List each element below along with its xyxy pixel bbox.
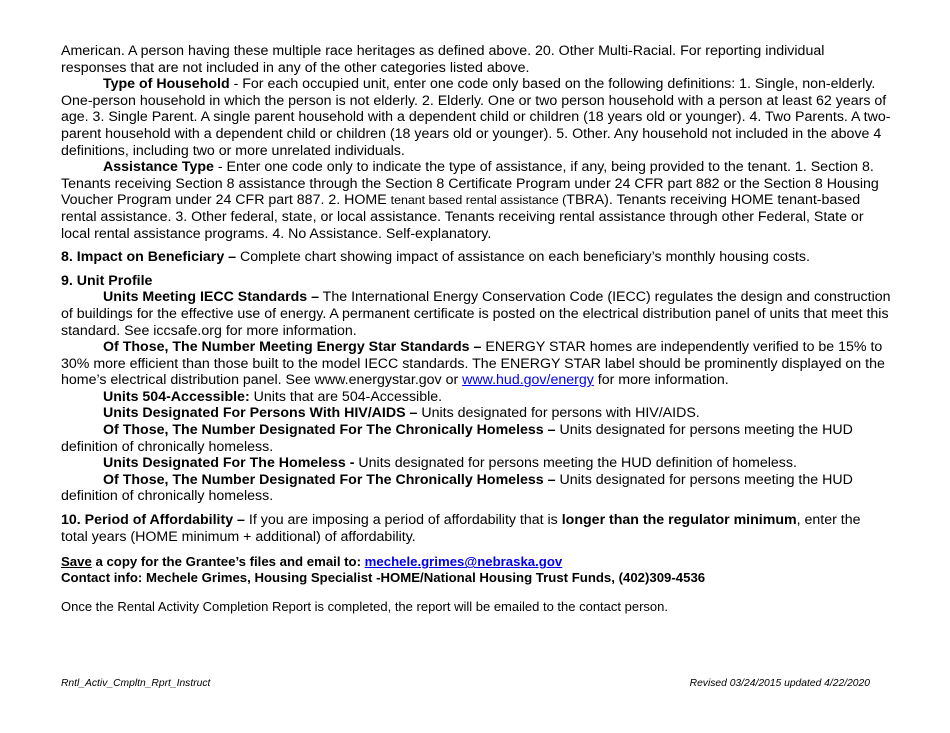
section-8-paragraph: 8. Impact on Beneficiary – Complete chart showing impact of assistance on each beneficiary’s monthly housing costs. [61, 249, 810, 266]
energy-star-paragraph: Of Those, The Number Meeting Energy Star Standards – ENERGY STAR homes are independently verified to be 15% to 30% more efficient than those built to the model IECC standards. The ENERGY STAR label should be prominently displayed on the home’s electrical distribution panel. See www.energystar.gov or www.hud.gov/energy for more information. [61, 339, 885, 389]
section-10-heading: 10. Period of Affordability – [61, 512, 245, 529]
completion-note: Once the Rental Activity Completion Report is completed, the report will be emailed to the contact person. [61, 599, 668, 615]
email-link[interactable]: mechele.grimes@nebraska.gov [364, 554, 563, 570]
save-line: Save a copy for the Grantee’s files and email to: mechele.grimes@nebraska.gov [61, 554, 563, 570]
household-heading: Type of Household [103, 76, 230, 93]
contact-info: Contact info: Mechele Grimes, Housing Specialist -HOME/National Housing Trust Funds, (402)309-4536 [61, 570, 706, 586]
document-body [61, 43, 891, 616]
household-paragraph [61, 76, 891, 159]
household-text: - For each occupied unit, enter one code only based on the following definitions: 1. Single, non-elderly. One-person household in which the person is not elderly. 2. Elderly. One or two person household with a person at least 62 years of age. 3. Single Parent. A single parent household with a dependent child or children (18 years old or younger). 4. Two Parents. A two-parent household with a dependent child or children (18 years old or younger). 5. Other. Any household not included in the above 4 definitions, including two or more unrelated individuals. [61, 76, 891, 159]
footer-revision: Revised 03/24/2015 updated 4/22/2020 [689, 678, 870, 689]
homeless-paragraph: Units Designated For The Homeless - Units designated for persons meeting the HUD definition of homeless. [103, 455, 797, 472]
save-instructions [61, 554, 891, 586]
assistance-heading: Assistance Type [103, 159, 214, 176]
chronically-homeless-paragraph-1: Of Those, The Number Designated For The Chronically Homeless – Units designated for persons meeting the HUD definition of chronically homeless. [61, 422, 853, 455]
footer-filename: Rntl_Activ_Cmpltn_Rprt_Instruct [61, 678, 211, 689]
iecc-paragraph: Units Meeting IECC Standards – The International Energy Conservation Code (IECC) regulates the design and construction of buildings for the effective use of energy. A permanent certificate is posted on the electrical distribution panel of units that meet this standard. See iccsafe.org for more information. [61, 289, 891, 339]
chronically-homeless-paragraph-2: Of Those, The Number Designated For The Chronically Homeless – Units designated for persons meeting the HUD definition of chronically homeless. [61, 471, 853, 505]
hiv-aids-paragraph: Units Designated For Persons With HIV/AIDS – Units designated for persons with HIV/AIDS. [103, 405, 700, 422]
section-10-paragraph: 10. Period of Affordability – If you are imposing a period of affordability that is longer than the regulator minimum, enter the total years (HOME minimum + additional) of affordability. [61, 512, 861, 545]
intro-paragraph: American. A person having these multiple race heritages as defined above. 20. Other Multi-Racial. For reporting individual responses that are not included in any of the other categories listed above. [61, 43, 825, 76]
accessible-paragraph: Units 504-Accessible: Units that are 504-Accessible. [103, 388, 443, 405]
section-9-heading: 9. Unit Profile [61, 272, 153, 289]
section-8-heading: 8. Impact on Beneficiary – [61, 249, 237, 266]
hud-energy-link[interactable]: www.hud.gov/energy [462, 372, 594, 389]
assistance-paragraph: Assistance Type - Enter one code only to indicate the type of assistance, if any, being provided to the tenant. 1. Section 8. Tenants receiving Section 8 assistance through the Section 8 Certificate Program under 24 CFR part 882 or the Section 8 Housing Voucher Program under 24 CFR part 887. 2. HOME tenant based rental assistance (TBRA). Tenants receiving HOME tenant-based rental assistance. 3. Other federal, state, or local assistance. Tenants receiving rental assistance through other Federal, State or local rental assistance programs. 4. No Assistance. Self-explanatory. [61, 159, 879, 242]
